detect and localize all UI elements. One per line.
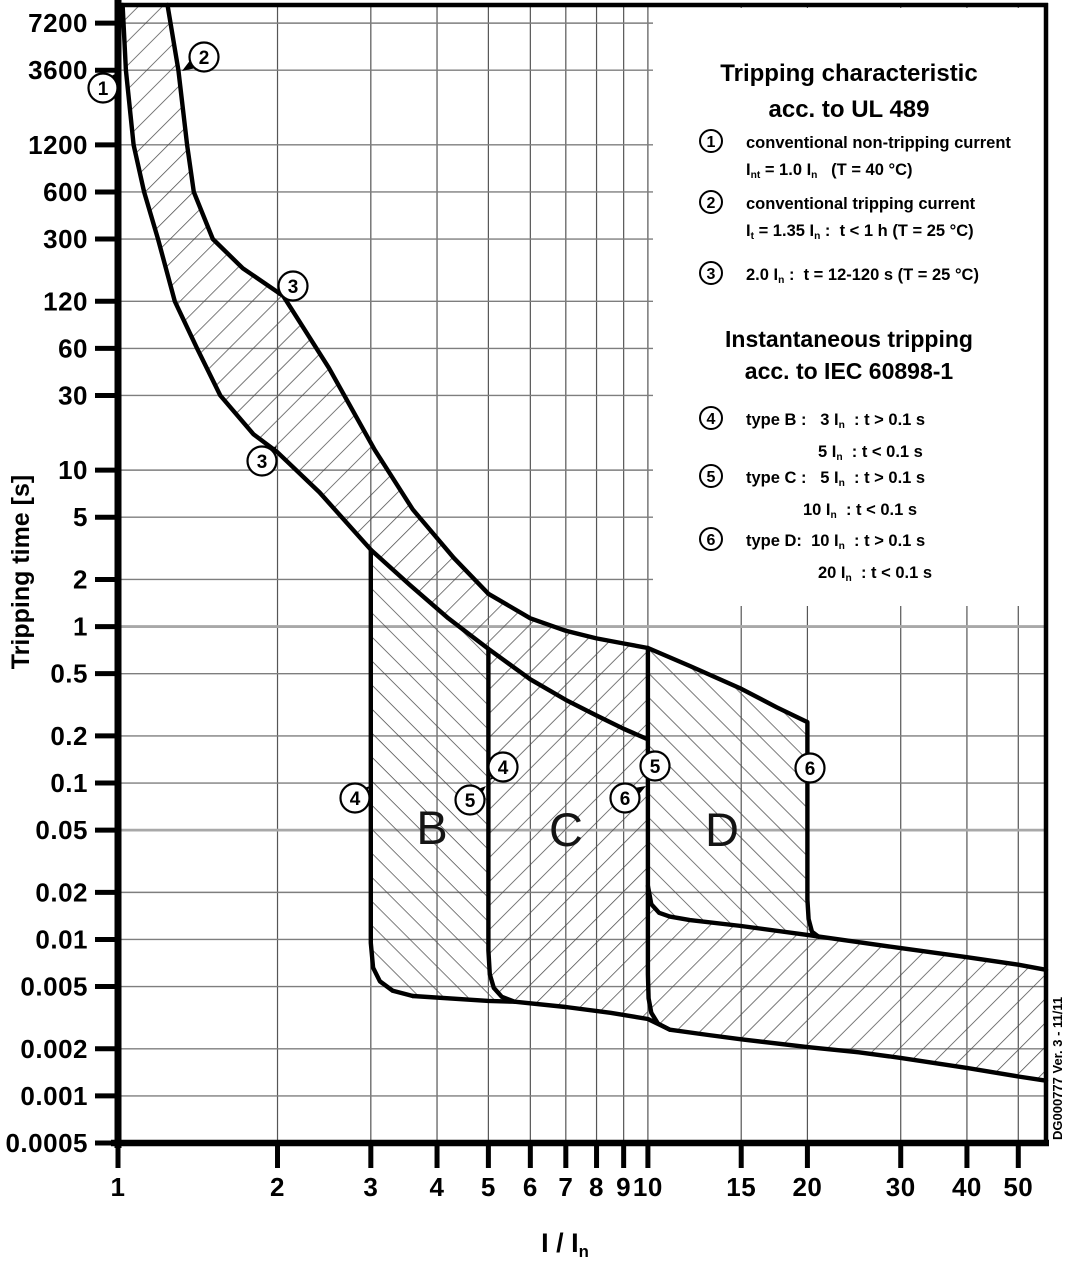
y-tick-label: 0.0005 bbox=[5, 1128, 88, 1158]
callout-number: 6 bbox=[804, 759, 816, 780]
legend-panel bbox=[653, 8, 1045, 608]
callout-4 bbox=[489, 753, 518, 782]
x-tick-label: 3 bbox=[363, 1172, 379, 1202]
callout-1 bbox=[89, 73, 118, 103]
legend-item-4 bbox=[746, 407, 925, 471]
legend-item-5 bbox=[746, 465, 925, 529]
callout-2 bbox=[182, 43, 219, 72]
callout-3 bbox=[248, 446, 278, 476]
legend-item-3-badge: 3 bbox=[699, 261, 723, 285]
y-tick-label: 0.002 bbox=[20, 1033, 88, 1064]
legend-item-1-line1: conventional non-tripping current bbox=[746, 134, 1011, 152]
legend-item-5-line1: type C : 5 $I_n$ : t > 0.1 s bbox=[746, 469, 926, 490]
legend-item-4-line1: type B : 3 $I_n$ : t > 0.1 s bbox=[746, 411, 926, 432]
x-tick-label: 15 bbox=[726, 1172, 757, 1202]
legend-item-6-badge: 6 bbox=[699, 527, 723, 551]
legend-title-line1: Tripping characteristic bbox=[720, 60, 978, 87]
callout-number: 2 bbox=[198, 48, 210, 69]
x-tick-label: 6 bbox=[522, 1172, 538, 1202]
legend-item-1-line2: $I_{nt} = 1.0$ $I_n$ (T = 40 °C) bbox=[746, 161, 913, 182]
y-tick-label: 0.05 bbox=[35, 815, 88, 846]
x-tick-label: 7 bbox=[558, 1172, 574, 1202]
x-tick-label: 40 bbox=[951, 1172, 982, 1202]
legend-item-5-badge: 5 bbox=[699, 464, 723, 488]
y-tick-label: 0.2 bbox=[50, 720, 88, 751]
y-tick-label: 0.01 bbox=[35, 924, 88, 955]
y-tick-label: 7200 bbox=[28, 8, 88, 39]
legend-item-1-badge: 1 bbox=[699, 129, 723, 153]
y-tick-label: 600 bbox=[43, 176, 88, 207]
y-tick-label: 0.005 bbox=[20, 971, 88, 1002]
callout-3 bbox=[278, 272, 308, 301]
legend-item-6-line2: 20 $I_n$ : t < 0.1 s bbox=[818, 564, 933, 585]
legend-item-6 bbox=[746, 528, 932, 592]
y-tick-label: 120 bbox=[43, 286, 88, 317]
x-tick-label: 2 bbox=[270, 1172, 285, 1202]
legend-item-2-line2: $I_t = 1.35$ $I_n$ : t < 1 h (T = 25 °C) bbox=[746, 222, 974, 243]
region-label-C: C bbox=[549, 803, 583, 856]
legend-title-line2: acc. to UL 489 bbox=[768, 96, 930, 123]
y-tick-label: 5 bbox=[73, 502, 88, 533]
legend-item-2-line1: conventional tripping current bbox=[746, 195, 976, 213]
region-label-D: D bbox=[705, 803, 739, 856]
callout-number: 1 bbox=[97, 79, 109, 100]
document-reference: DG000777 Ver. 3 - 11/11 bbox=[1050, 996, 1065, 1140]
y-tick-label: 1 bbox=[73, 611, 88, 642]
legend-item-2-badge: 2 bbox=[699, 190, 723, 214]
x-tick-label: 20 bbox=[792, 1172, 823, 1202]
legend-item-1 bbox=[746, 130, 1011, 189]
callout-5 bbox=[641, 752, 670, 781]
y-tick-label: 0.001 bbox=[20, 1080, 88, 1111]
callout-number: 6 bbox=[619, 789, 631, 810]
callout-6 bbox=[796, 754, 825, 783]
callout-number: 5 bbox=[649, 757, 661, 778]
x-tick-label: 4 bbox=[429, 1172, 445, 1202]
callout-5 bbox=[456, 786, 487, 815]
x-tick-label: 1 bbox=[110, 1172, 126, 1202]
legend-item-3-line1: 2.0 $I_n$ : t = 12-120 s (T = 25 °C) bbox=[746, 266, 979, 287]
legend-item-2 bbox=[746, 191, 975, 250]
callout-number: 3 bbox=[287, 277, 299, 298]
callout-number: 3 bbox=[256, 452, 268, 473]
callout-number: 5 bbox=[464, 791, 476, 812]
legend-item-6-line1: type D: 10 $I_n$ : t > 0.1 s bbox=[746, 532, 926, 553]
y-tick-label: 0.1 bbox=[50, 768, 88, 799]
legend-item-5-line2: 10 $I_n$ : t < 0.1 s bbox=[803, 501, 918, 522]
y-tick-label: 0.02 bbox=[35, 877, 88, 908]
y-tick-label: 0.5 bbox=[50, 658, 88, 689]
callout-number: 4 bbox=[349, 789, 361, 810]
x-axis-title: I / $I_n$ bbox=[541, 1228, 589, 1262]
legend-item-3 bbox=[746, 262, 979, 294]
callout-number: 4 bbox=[497, 758, 509, 779]
y-tick-label: 3600 bbox=[28, 55, 88, 86]
callout-4 bbox=[341, 784, 371, 813]
x-tick-label: 10 bbox=[632, 1172, 663, 1202]
x-tick-label: 9 bbox=[616, 1172, 632, 1202]
y-axis-title: Tripping time [s] bbox=[7, 474, 35, 670]
x-tick-label: 50 bbox=[1003, 1172, 1034, 1202]
x-tick-label: 5 bbox=[480, 1172, 496, 1202]
legend-item-4-line2: 5 $I_n$ : t < 0.1 s bbox=[818, 443, 923, 464]
legend-subtitle-line1: Instantaneous tripping bbox=[725, 326, 973, 352]
legend-subtitle-line2: acc. to IEC 60898-1 bbox=[744, 358, 954, 384]
legend-item-4-badge: 4 bbox=[699, 406, 723, 430]
x-tick-label: 30 bbox=[885, 1172, 916, 1202]
y-tick-label: 1200 bbox=[28, 129, 88, 160]
y-tick-label: 300 bbox=[43, 224, 88, 255]
region-label-B: B bbox=[416, 801, 448, 854]
y-tick-label: 30 bbox=[58, 380, 88, 411]
y-tick-label: 60 bbox=[58, 333, 88, 364]
y-tick-label: 2 bbox=[73, 564, 88, 595]
y-tick-label: 10 bbox=[58, 455, 88, 486]
x-tick-label: 8 bbox=[589, 1172, 605, 1202]
region-fill-type-d bbox=[648, 648, 819, 937]
